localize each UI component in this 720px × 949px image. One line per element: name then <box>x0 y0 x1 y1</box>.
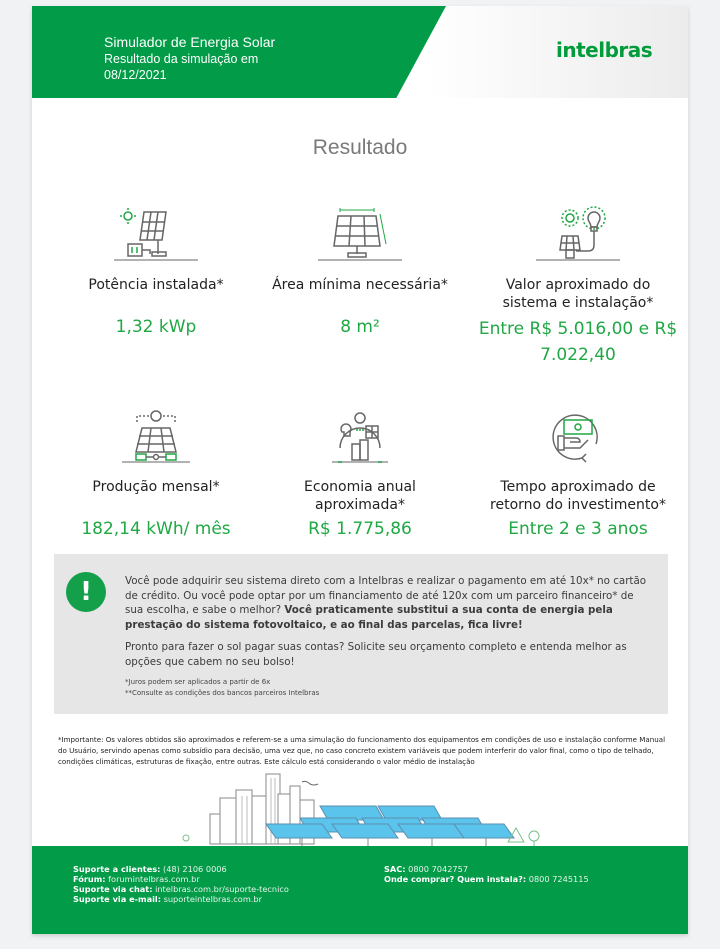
metric-label: Potência instalada* <box>88 277 224 293</box>
metric-payback-time <box>478 404 678 542</box>
footer <box>32 846 688 934</box>
financing-info-box <box>54 554 668 714</box>
buy-install-phone: 0800 7245115 <box>528 874 589 884</box>
info-note-2: **Consulte as condições dos bancos parceiros Intelbras <box>125 689 320 697</box>
header-subtitle: Resultado da simulação em <box>104 52 259 66</box>
email-link[interactable]: suporteintelbras.com.br <box>163 894 262 904</box>
forum-link[interactable]: forumintelbras.com.br <box>108 874 200 884</box>
solar-production-icon <box>56 404 256 464</box>
metric-monthly-production <box>56 404 256 542</box>
info-highlight: Você praticamente substitui a sua conta de energia pela prestação do sistema fotovoltaico, e ao final das parcelas, fica livre! <box>125 604 613 631</box>
info-paragraph-1: Você pode adquirir seu sistema direto com a Intelbras e realizar o pagamento em até 10x* no cartão de crédito. Ou você pode optar por um financiamento de até 120x com um parceiro financeiro* de sua escolha, e sabe o melhor? Você praticamente substitui a sua conta de energia pela prestação do sistema fotovoltaico, e ao final das parcelas, fica livre! <box>125 575 647 631</box>
exclamation-icon: ! <box>66 572 106 612</box>
metric-value: Entre 2 e 3 anos <box>508 519 648 539</box>
solar-panel-area-icon <box>260 202 460 262</box>
city-energy-icon <box>260 404 460 464</box>
solar-panel-battery-icon <box>56 202 256 262</box>
header-date: 08/12/2021 <box>104 68 167 82</box>
metric-label: Valor aproximado do sistema e instalação* <box>502 277 654 311</box>
metric-minimum-area <box>260 202 460 340</box>
solar-bulb-icon <box>478 202 678 262</box>
header <box>32 6 688 98</box>
city-solar-illustration <box>182 766 562 848</box>
section-title: Resultado <box>312 136 408 159</box>
info-note-1: *Juros podem ser aplicados a partir de 6x <box>125 678 271 686</box>
report-page <box>32 6 688 934</box>
footer-sac: SAC: 0800 7042757 Onde comprar? Quem instala?: 0800 7245115 <box>384 864 589 884</box>
metric-annual-savings <box>260 404 460 542</box>
intelbras-logo: intelbras <box>556 38 653 62</box>
metric-system-value <box>478 202 678 368</box>
metric-label: Tempo aproximado de retorno do investimento* <box>490 479 666 513</box>
metric-label: Produção mensal* <box>92 479 220 495</box>
footer-contacts: Suporte a clientes: (48) 2106 0006 Fórum: forumintelbras.com.br Suporte via chat: intelbras.com.br/suporte-tecnico Suporte via e-mail: suporteintelbras.com.br <box>73 864 289 904</box>
header-text <box>104 34 275 83</box>
sac-phone: 0800 7042757 <box>408 864 469 874</box>
metric-value: R$ 1.775,86 <box>308 519 412 539</box>
header-title: Simulador de Energia Solar <box>104 34 276 50</box>
metric-value: Entre R$ 5.016,00 e R$ 7.022,40 <box>478 319 678 365</box>
money-hand-icon <box>478 404 678 464</box>
metric-value: 8 m² <box>340 317 380 337</box>
metric-label: Economia anual aproximada* <box>304 479 416 513</box>
metric-label: Área mínima necessária* <box>272 277 448 293</box>
support-phone: (48) 2106 0006 <box>163 864 227 874</box>
disclaimer: *Importante: Os valores obtidos são aproximados e referem-se a uma simulação do funcionamento dos equipamentos em condições de uso e instalação conforme Manual do Usuário, servindo apenas como subsídio para decisão, uma vez que, no caso concreto existem variáveis que podem interferir do valor final, como o tipo de telhado, condições climáticas, estruturas de fixação, entre outras. Este cálculo está considerando o valor médio de instalação <box>58 735 666 766</box>
info-paragraph-2: Pronto para fazer o sol pagar suas contas? Solicite seu orçamento completo e entenda melhor as opções que cabem no seu bolso! <box>125 641 627 668</box>
metric-installed-power <box>56 202 256 340</box>
metric-value: 182,14 kWh/ mês <box>81 519 231 539</box>
metric-value: 1,32 kWp <box>115 317 197 337</box>
chat-link[interactable]: intelbras.com.br/suporte-tecnico <box>155 884 289 894</box>
